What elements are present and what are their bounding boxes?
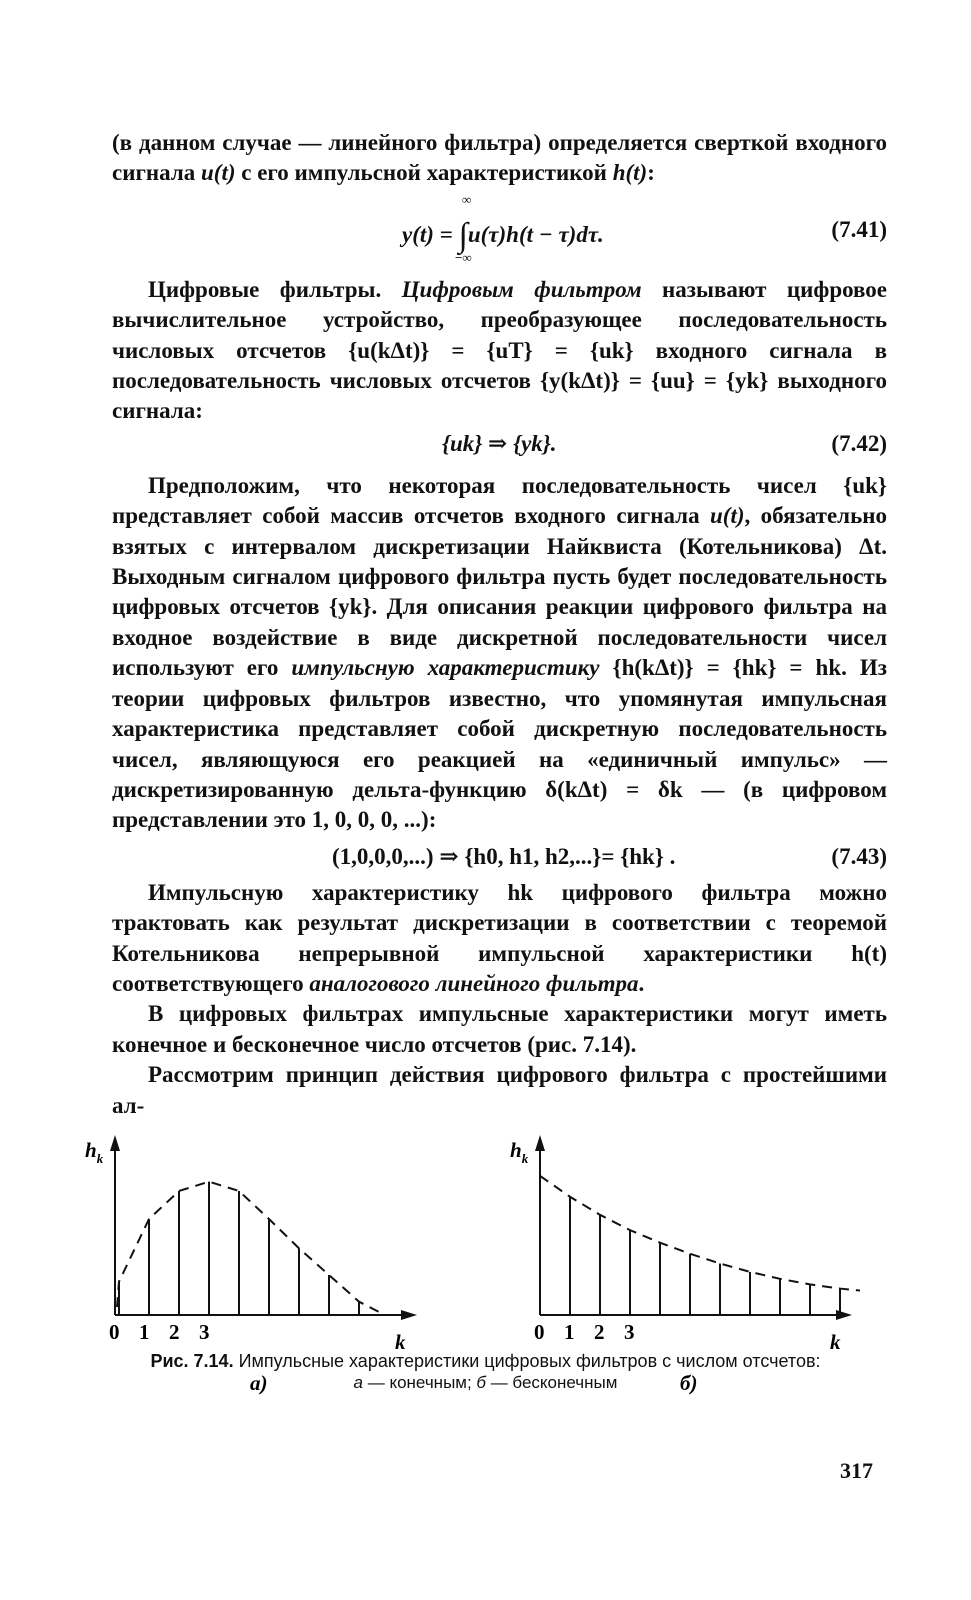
paragraph-5: В цифровых фильтрах импульсные характеристики могут иметь конечное и бесконечное число отсчетов (рис. 7.14). xyxy=(112,1001,887,1057)
x-axis-label: k xyxy=(830,1330,841,1354)
y-axis-arrow xyxy=(535,1135,545,1151)
equation-7-41 xyxy=(112,193,887,267)
integral-lower-limit: −∞ xyxy=(455,249,472,265)
x-axis-label: k xyxy=(395,1330,406,1354)
tick-label: 1 xyxy=(564,1320,575,1344)
paragraph-1: (в данном случае — линейного фильтра) определяется сверткой входного сигнала u(t) с его импульсной характеристикой h(t): xyxy=(112,130,887,186)
integral-sign: ∫ xyxy=(458,216,468,254)
y-axis-arrow xyxy=(110,1135,120,1151)
equation-body: y(t) = ∫u(τ)h(t − τ)dτ. xyxy=(402,216,604,254)
dashed-envelope xyxy=(540,1176,860,1291)
page-body xyxy=(112,128,887,1121)
figure-caption: Рис. 7.14. Импульсные характеристики цифровых фильтров с числом отсчетов: а — конечным; б — бесконечным xyxy=(150,1351,821,1392)
paragraph-4: Импульсную характеристику hk цифрового фильтра можно трактовать как результат дискретизации в соответствии с теоремой Котельникова непрерывной импульсной характеристики h(t) соответствующего аналогового линейного фильтра. xyxy=(112,879,887,996)
tick-label: 2 xyxy=(594,1320,605,1344)
y-axis-label-subscript: k xyxy=(96,1151,104,1166)
panel-label: а) xyxy=(250,1371,268,1395)
page-number: 317 xyxy=(840,1458,873,1483)
tick-label: 2 xyxy=(169,1320,180,1344)
y-axis-label: $h_k$ xyxy=(510,1138,529,1166)
tick-label: 0 xyxy=(534,1320,545,1344)
tick-label: 1 xyxy=(139,1320,150,1344)
x-axis-arrow xyxy=(836,1310,852,1320)
panel-label: б) xyxy=(680,1371,698,1395)
tick-label: 3 xyxy=(624,1320,635,1344)
equation-number: (7.43) xyxy=(831,843,887,869)
section-heading: Цифровые фильтры. xyxy=(148,276,382,302)
equation-7-42: {uk} ⇒ {yk}. (7.42) xyxy=(112,429,887,459)
tick-label: 3 xyxy=(199,1320,210,1344)
paragraph-2: Цифровые фильтры. Цифровым фильтром называют цифровое вычислительное устройство, преобразующее последовательность числовых отсчетов {u(kΔt)} = {uT} = {uk} входного сигнала в последовательность числовых отсчетов {y(kΔt)} = {uu} = {yk} выходного сигнала: xyxy=(112,276,888,424)
equation-number: (7.41) xyxy=(831,216,887,242)
equation-7-43: (1,0,0,0,...) ⇒ {h0, h1, h2,...}= {hk} . (7.43) xyxy=(112,842,887,872)
paragraph-3: Предположим, что некоторая последовательность чисел {uk} представляет собой массив отсчетов входного сигнала u(t), обязательно взятых с интервалом дискретизации Найквиста (Котельникова) Δt. Выходным сигналом цифрового фильтра пусть будет последовательность цифровых отсчетов {yk}. Для описания реакции цифрового фильтра на входное воздействие в виде дискретной последовательности чисел используют его импульсную характеристику {h(kΔt)} = {hk} = hk. Из теории цифровых фильтров известно, что упомянутая импульсная характеристика представляет собой дискретную последовательность чисел, являющуюся его реакцией на «единичный импульс» — дискретизированную дельта-функцию δ(kΔt) = δk — (в цифровом представлении это 1, 0, 0, 0, ...): xyxy=(112,472,887,833)
x-axis-arrow xyxy=(401,1310,417,1320)
integral-upper-limit: ∞ xyxy=(462,191,472,207)
y-axis-label: $h_k$ xyxy=(85,1138,104,1166)
tick-label: 0 xyxy=(109,1320,120,1344)
dashed-envelope xyxy=(117,1182,381,1313)
y-axis-label-subscript: k xyxy=(521,1151,529,1166)
paragraph-6: Рассмотрим принцип действия цифрового фильтра с простейшими ал- xyxy=(112,1062,887,1118)
equation-number: (7.42) xyxy=(831,430,887,456)
